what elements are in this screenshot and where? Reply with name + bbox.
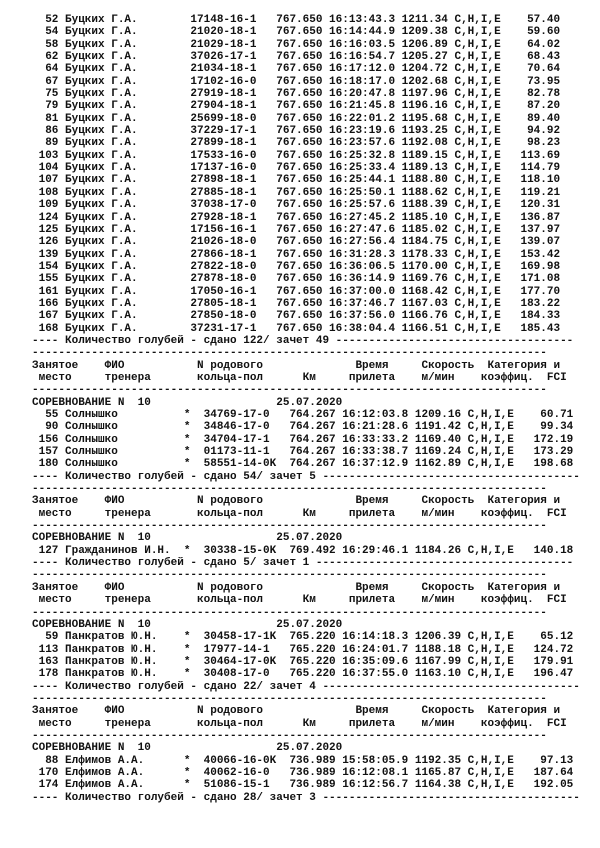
column-header-line-1: Занятое ФИО N родового Время Скорость Категория и <box>32 359 561 372</box>
result-row: 166 Буцких Г.А. 27805-18-1 767.650 16:37:46.7 1167.03 C,H,I,E 183.22 <box>32 297 561 310</box>
result-row: 178 Панкратов Ю.Н. * 30408-17-0 765.220 16:37:55.0 1163.10 C,H,I,E 196.47 <box>32 668 574 681</box>
result-row: 125 Буцких Г.А. 17156-16-1 767.650 16:27:47.6 1185.02 C,H,I,E 137.97 <box>32 223 561 236</box>
column-header-line-2: место тренера кольца-пол Км прилета м/мин коэффиц. FCI <box>32 717 567 730</box>
result-row: 89 Буцких Г.А. 27899-18-1 767.650 16:23:57.6 1192.08 C,H,I,E 98.23 <box>32 137 561 150</box>
separator-line: ------------------------------------------------------------------------------ <box>32 483 547 496</box>
column-header-line-2: место тренера кольца-пол Км прилета м/мин коэффиц. FCI <box>32 507 567 520</box>
results-document <box>32 14 592 804</box>
separator-line: ------------------------------------------------------------------------------ <box>32 606 547 619</box>
separator-line: ------------------------------------------------------------------------------ <box>32 692 547 705</box>
result-row: 90 Солнышко * 34846-17-0 764.267 16:21:28.6 1191.42 C,H,I,E 99.34 <box>32 421 574 434</box>
result-row: 109 Буцких Г.А. 37038-17-0 767.650 16:25:57.6 1188.39 C,H,I,E 120.31 <box>32 199 561 212</box>
result-row: 170 Елфимов А.А. * 40062-16-0 736.989 16:12:08.1 1165.87 C,H,I,E 187.64 <box>32 766 574 779</box>
pigeon-count-summary: ---- Количество голубей - сдано 122/ зачет 49 ------------------------------------ <box>32 334 574 347</box>
result-row: 104 Буцких Г.А. 17137-16-0 767.650 16:25:33.4 1189.13 C,H,I,E 114.79 <box>32 162 561 175</box>
result-row: 157 Солнышко * 01173-11-1 764.267 16:33:38.7 1169.24 C,H,I,E 173.29 <box>32 446 574 459</box>
separator-line: ------------------------------------------------------------------------------ <box>32 347 547 360</box>
competition-title: СОРЕВНОВАНИЕ N 10 25.07.2020 <box>32 618 343 631</box>
result-row: 58 Буцких Г.А. 21029-18-1 767.650 16:16:03.5 1206.89 C,H,I,E 64.02 <box>32 38 561 51</box>
column-header-line-2: место тренера кольца-пол Км прилета м/мин коэффиц. FCI <box>32 371 567 384</box>
result-row: 154 Буцких Г.А. 27822-18-0 767.650 16:36:06.5 1170.00 C,H,I,E 169.98 <box>32 260 561 273</box>
result-row: 127 Гражданинов И.Н. * 30338-15-0K 769.492 16:29:46.1 1184.26 C,H,I,E 140.18 <box>32 544 574 557</box>
result-row: 167 Буцких Г.А. 27850-18-0 767.650 16:37:56.0 1166.76 C,H,I,E 184.33 <box>32 310 561 323</box>
result-row: 113 Панкратов Ю.Н. * 17977-14-1 765.220 16:24:01.7 1188.18 C,H,I,E 124.72 <box>32 643 574 656</box>
column-header-line-2: место тренера кольца-пол Км прилета м/мин коэффиц. FCI <box>32 594 567 607</box>
pigeon-count-summary: ---- Количество голубей - сдано 5/ зачет 1 --------------------------------------- <box>32 557 574 570</box>
result-row: 156 Солнышко * 34704-17-1 764.267 16:33:33.2 1169.40 C,H,I,E 172.19 <box>32 433 574 446</box>
separator-line: ------------------------------------------------------------------------------ <box>32 569 547 582</box>
result-row: 52 Буцких Г.А. 17148-16-1 767.650 16:13:43.3 1211.34 C,H,I,E 57.40 <box>32 14 561 26</box>
result-row: 139 Буцких Г.А. 27866-18-1 767.650 16:31:28.3 1178.33 C,H,I,E 153.42 <box>32 248 561 261</box>
result-row: 124 Буцких Г.А. 27928-18-1 767.650 16:27:45.2 1185.10 C,H,I,E 136.87 <box>32 211 561 224</box>
result-row: 107 Буцких Г.А. 27898-18-1 767.650 16:25:44.1 1188.80 C,H,I,E 118.10 <box>32 174 561 187</box>
result-row: 54 Буцких Г.А. 21020-18-1 767.650 16:14:44.9 1209.38 C,H,I,E 59.60 <box>32 26 561 39</box>
pigeon-count-summary: ---- Количество голубей - сдано 54/ зачет 5 --------------------------------------- <box>32 470 580 483</box>
result-row: 64 Буцких Г.А. 21034-18-1 767.650 16:17:12.0 1204.72 C,H,I,E 70.64 <box>32 63 561 76</box>
result-row: 108 Буцких Г.А. 27885-18-1 767.650 16:25:50.1 1188.62 C,H,I,E 119.21 <box>32 186 561 199</box>
result-row: 55 Солнышко * 34769-17-0 764.267 16:12:03.8 1209.16 C,H,I,E 60.71 <box>32 409 574 421</box>
column-header-line-1: Занятое ФИО N родового Время Скорость Категория и <box>32 705 561 718</box>
result-row: 174 Елфимов А.А. * 51086-15-1 736.989 16:12:56.7 1164.38 C,H,I,E 192.05 <box>32 779 574 792</box>
result-row: 62 Буцких Г.А. 37026-17-1 767.650 16:16:54.7 1205.27 C,H,I,E 68.43 <box>32 51 561 64</box>
result-row: 67 Буцких Г.А. 17102-16-0 767.650 16:18:17.0 1202.68 C,H,I,E 73.95 <box>32 75 561 88</box>
separator-line: ------------------------------------------------------------------------------ <box>32 729 547 742</box>
result-row: 163 Панкратов Ю.Н. * 30464-17-0K 765.220 16:35:09.6 1167.99 C,H,I,E 179.91 <box>32 655 574 668</box>
separator-line: ------------------------------------------------------------------------------ <box>32 520 547 533</box>
result-row: 86 Буцких Г.А. 37229-17-1 767.650 16:23:19.6 1193.25 C,H,I,E 94.92 <box>32 125 561 138</box>
competition-title: СОРЕВНОВАНИЕ N 10 25.07.2020 <box>32 396 343 409</box>
result-row: 168 Буцких Г.А. 37231-17-1 767.650 16:38:04.4 1166.51 C,H,I,E 185.43 <box>32 322 561 335</box>
result-row: 161 Буцких Г.А. 17050-16-1 767.650 16:37:00.0 1168.42 C,H,I,E 177.70 <box>32 285 561 298</box>
result-row: 155 Буцких Г.А. 27878-18-0 767.650 16:36:14.9 1169.76 C,H,I,E 171.08 <box>32 273 561 286</box>
pigeon-count-summary: ---- Количество голубей - сдано 22/ зачет 4 --------------------------------------- <box>32 680 580 693</box>
result-row: 81 Буцких Г.А. 25699-18-0 767.650 16:22:01.2 1195.68 C,H,I,E 89.40 <box>32 112 561 125</box>
result-row: 126 Буцких Г.А. 21026-18-0 767.650 16:27:56.4 1184.75 C,H,I,E 139.07 <box>32 236 561 249</box>
pigeon-count-summary: ---- Количество голубей - сдано 28/ зачет 3 --------------------------------------- <box>32 791 580 804</box>
result-row: 88 Елфимов А.А. * 40066-16-0K 736.989 15:58:05.9 1192.35 C,H,I,E 97.13 <box>32 754 574 767</box>
column-header-line-1: Занятое ФИО N родового Время Скорость Категория и <box>32 495 561 508</box>
separator-line: ------------------------------------------------------------------------------ <box>32 384 547 397</box>
column-header-line-1: Занятое ФИО N родового Время Скорость Категория и <box>32 581 561 594</box>
result-row: 75 Буцких Г.А. 27919-18-1 767.650 16:20:47.8 1197.96 C,H,I,E 82.78 <box>32 88 561 101</box>
result-row: 103 Буцких Г.А. 17533-16-0 767.650 16:25:32.8 1189.15 C,H,I,E 113.69 <box>32 149 561 162</box>
result-row: 180 Солнышко * 58551-14-0K 764.267 16:37:12.9 1162.89 C,H,I,E 198.68 <box>32 458 574 471</box>
result-row: 79 Буцких Г.А. 27904-18-1 767.650 16:21:45.8 1196.16 C,H,I,E 87.20 <box>32 100 561 113</box>
competition-title: СОРЕВНОВАНИЕ N 10 25.07.2020 <box>32 532 343 545</box>
competition-title: СОРЕВНОВАНИЕ N 10 25.07.2020 <box>32 742 343 755</box>
result-row: 59 Панкратов Ю.Н. * 30458-17-1K 765.220 16:14:18.3 1206.39 C,H,I,E 65.12 <box>32 631 574 644</box>
